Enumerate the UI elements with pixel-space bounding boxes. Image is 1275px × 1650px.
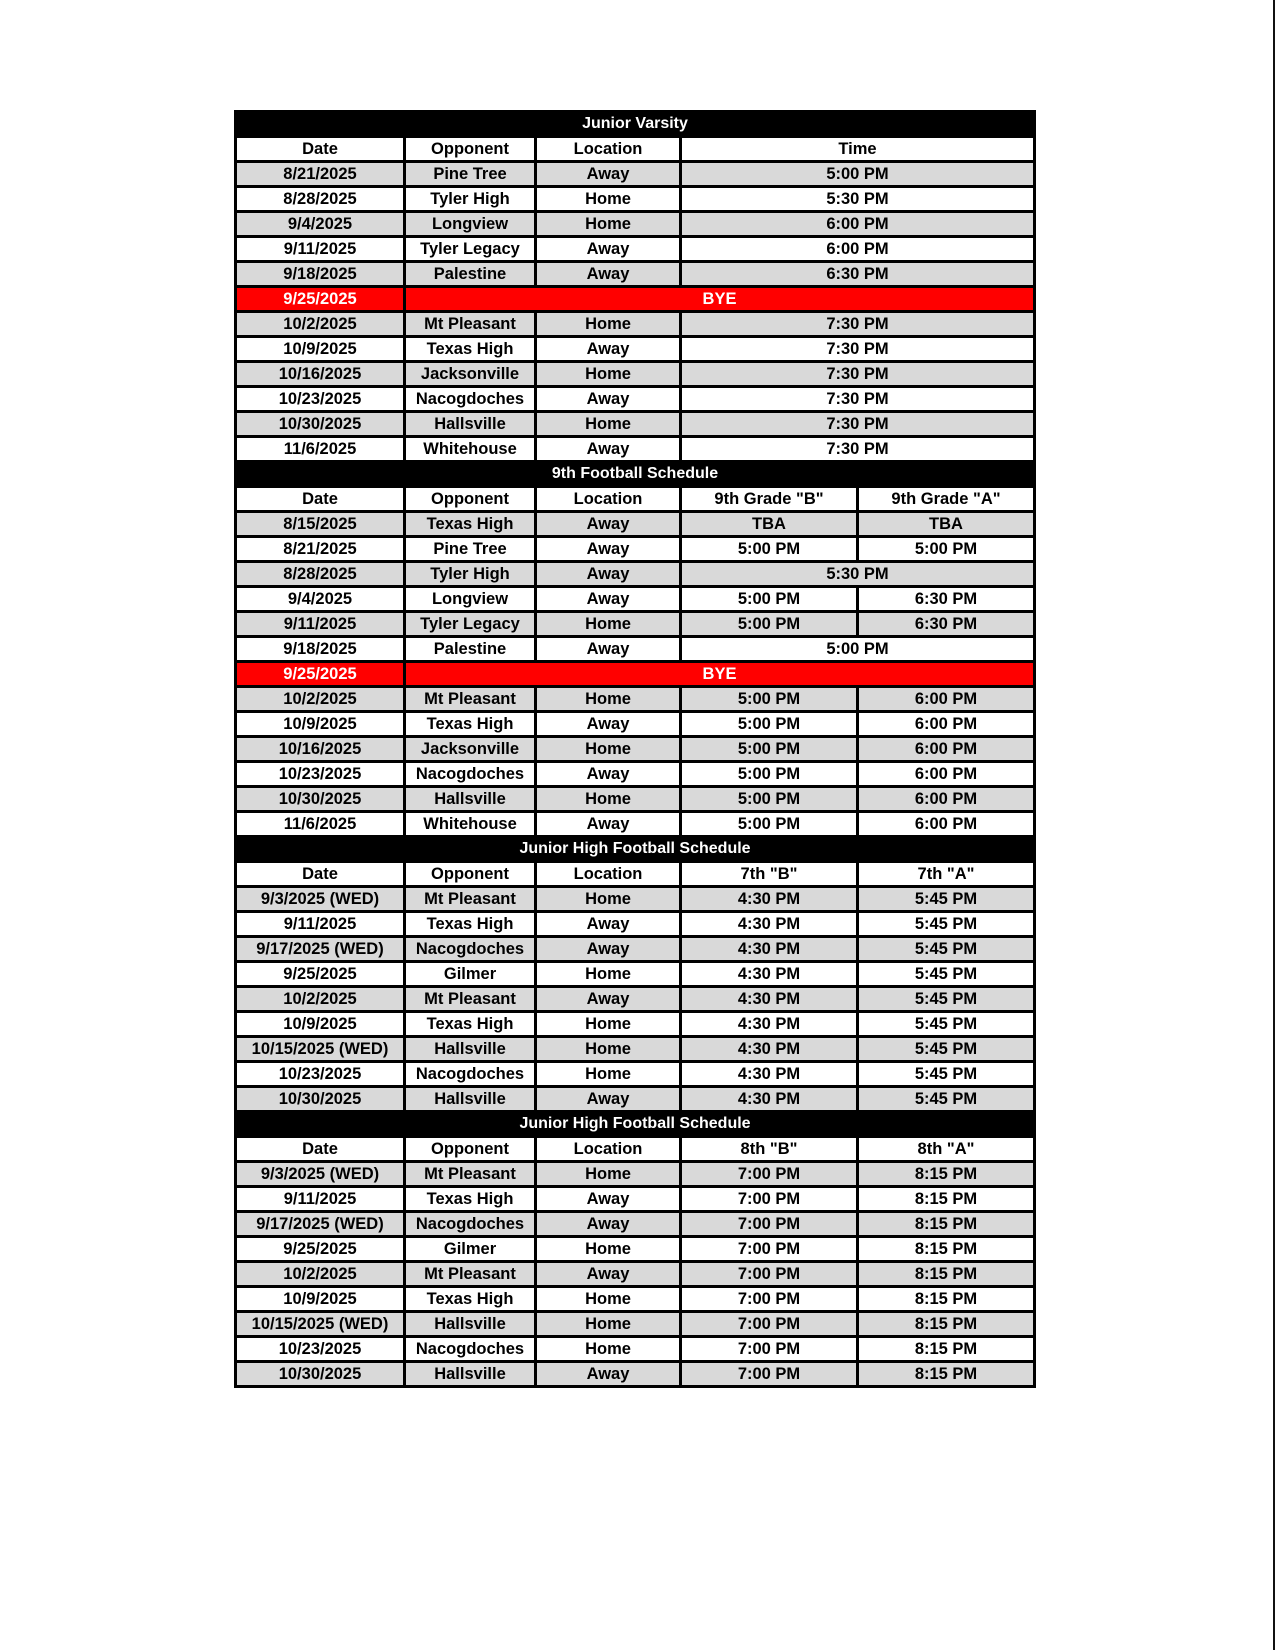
a-team-time: 8:15 PM [858, 1187, 1035, 1212]
a-team-time: 8:15 PM [858, 1337, 1035, 1362]
b-team-time: 5:00 PM [681, 537, 858, 562]
game-date: 10/15/2025 (WED) [236, 1037, 405, 1062]
header-a-team: 8th "A" [858, 1137, 1035, 1162]
header-b-team: 7th "B" [681, 862, 858, 887]
b-team-time: 4:30 PM [681, 937, 858, 962]
opponent: Mt Pleasant [405, 687, 536, 712]
game-date: 9/25/2025 [236, 662, 405, 687]
header-a-team: 9th Grade "A" [858, 487, 1035, 512]
opponent: Texas High [405, 1012, 536, 1037]
a-team-time: 8:15 PM [858, 1312, 1035, 1337]
a-team-time: 5:45 PM [858, 1062, 1035, 1087]
game-date: 9/11/2025 [236, 237, 405, 262]
a-team-time: 5:45 PM [858, 1037, 1035, 1062]
opponent: Mt Pleasant [405, 887, 536, 912]
location: Home [536, 412, 681, 437]
game-date: 10/30/2025 [236, 412, 405, 437]
game-date: 10/23/2025 [236, 762, 405, 787]
game-date: 10/9/2025 [236, 337, 405, 362]
b-team-time: 4:30 PM [681, 1012, 858, 1037]
game-row [236, 687, 1035, 712]
game-date: 11/6/2025 [236, 812, 405, 837]
game-date: 9/25/2025 [236, 962, 405, 987]
b-team-time: 7:00 PM [681, 1162, 858, 1187]
opponent: Mt Pleasant [405, 1162, 536, 1187]
header-b-team: 8th "B" [681, 1137, 858, 1162]
game-row [236, 537, 1035, 562]
game-date: 10/30/2025 [236, 1362, 405, 1387]
location: Home [536, 962, 681, 987]
opponent: Gilmer [405, 962, 536, 987]
game-row [236, 1162, 1035, 1187]
a-team-time: 6:00 PM [858, 762, 1035, 787]
location: Away [536, 1262, 681, 1287]
header-date: Date [236, 1137, 405, 1162]
header-location: Location [536, 1137, 681, 1162]
b-team-time: 5:00 PM [681, 687, 858, 712]
section-title: Junior High Football Schedule [236, 837, 1035, 862]
a-team-time: 8:15 PM [858, 1162, 1035, 1187]
a-team-time: 8:15 PM [858, 1237, 1035, 1262]
game-date: 10/23/2025 [236, 387, 405, 412]
game-row [236, 1187, 1035, 1212]
kickoff-time: 6:00 PM [681, 212, 1035, 237]
opponent: Longview [405, 587, 536, 612]
game-row [236, 1287, 1035, 1312]
opponent: Texas High [405, 912, 536, 937]
b-team-time: 4:30 PM [681, 912, 858, 937]
b-team-time: TBA [681, 512, 858, 537]
a-team-time: 5:45 PM [858, 962, 1035, 987]
header-date: Date [236, 487, 405, 512]
column-header-row [236, 137, 1035, 162]
opponent: Gilmer [405, 1237, 536, 1262]
opponent: Palestine [405, 262, 536, 287]
opponent: Hallsville [405, 1037, 536, 1062]
game-date: 9/25/2025 [236, 287, 405, 312]
game-date: 10/2/2025 [236, 1262, 405, 1287]
location: Home [536, 787, 681, 812]
game-date: 10/15/2025 (WED) [236, 1312, 405, 1337]
location: Away [536, 1212, 681, 1237]
game-row [236, 412, 1035, 437]
game-row [236, 937, 1035, 962]
header-opponent: Opponent [405, 487, 536, 512]
game-date: 10/30/2025 [236, 1087, 405, 1112]
game-row [236, 1212, 1035, 1237]
game-row [236, 712, 1035, 737]
location: Away [536, 937, 681, 962]
bye-label: BYE [405, 662, 1035, 687]
game-row [236, 1037, 1035, 1062]
location: Away [536, 512, 681, 537]
opponent: Tyler Legacy [405, 612, 536, 637]
section-title-row [236, 837, 1035, 862]
game-date: 10/9/2025 [236, 1287, 405, 1312]
opponent: Longview [405, 212, 536, 237]
opponent: Hallsville [405, 1312, 536, 1337]
location: Home [536, 187, 681, 212]
b-team-time: 5:00 PM [681, 762, 858, 787]
a-team-time: 5:45 PM [858, 937, 1035, 962]
b-team-time: 7:00 PM [681, 1237, 858, 1262]
b-team-time: 5:00 PM [681, 812, 858, 837]
b-team-time: 4:30 PM [681, 887, 858, 912]
game-row [236, 1087, 1035, 1112]
opponent: Mt Pleasant [405, 1262, 536, 1287]
column-header-row [236, 862, 1035, 887]
opponent: Texas High [405, 1187, 536, 1212]
opponent: Mt Pleasant [405, 312, 536, 337]
game-row [236, 1012, 1035, 1037]
game-date: 10/9/2025 [236, 712, 405, 737]
bye-label: BYE [405, 287, 1035, 312]
game-date: 10/2/2025 [236, 312, 405, 337]
opponent: Hallsville [405, 787, 536, 812]
opponent: Texas High [405, 1287, 536, 1312]
a-team-time: 6:00 PM [858, 737, 1035, 762]
kickoff-time: 7:30 PM [681, 337, 1035, 362]
opponent: Whitehouse [405, 437, 536, 462]
game-row [236, 587, 1035, 612]
opponent: Pine Tree [405, 162, 536, 187]
opponent: Jacksonville [405, 737, 536, 762]
game-date: 9/17/2025 (WED) [236, 937, 405, 962]
location: Home [536, 362, 681, 387]
game-date: 9/11/2025 [236, 1187, 405, 1212]
location: Away [536, 987, 681, 1012]
kickoff-time: 5:30 PM [681, 562, 1035, 587]
b-team-time: 7:00 PM [681, 1337, 858, 1362]
game-date: 8/21/2025 [236, 537, 405, 562]
game-date: 9/17/2025 (WED) [236, 1212, 405, 1237]
location: Home [536, 1012, 681, 1037]
location: Home [536, 212, 681, 237]
a-team-time: 5:45 PM [858, 887, 1035, 912]
a-team-time: 6:00 PM [858, 687, 1035, 712]
game-date: 10/16/2025 [236, 737, 405, 762]
a-team-time: 8:15 PM [858, 1212, 1035, 1237]
location: Home [536, 1287, 681, 1312]
location: Home [536, 312, 681, 337]
game-date: 8/21/2025 [236, 162, 405, 187]
opponent: Hallsville [405, 1362, 536, 1387]
opponent: Whitehouse [405, 812, 536, 837]
location: Away [536, 1087, 681, 1112]
location: Home [536, 737, 681, 762]
opponent: Pine Tree [405, 537, 536, 562]
game-date: 9/11/2025 [236, 612, 405, 637]
section-title: Junior High Football Schedule [236, 1112, 1035, 1137]
location: Away [536, 1187, 681, 1212]
opponent: Nacogdoches [405, 1212, 536, 1237]
kickoff-time: 5:00 PM [681, 162, 1035, 187]
kickoff-time: 5:00 PM [681, 637, 1035, 662]
a-team-time: 5:45 PM [858, 1087, 1035, 1112]
opponent: Nacogdoches [405, 1062, 536, 1087]
game-date: 9/18/2025 [236, 637, 405, 662]
b-team-time: 5:00 PM [681, 612, 858, 637]
location: Away [536, 262, 681, 287]
location: Away [536, 337, 681, 362]
a-team-time: 8:15 PM [858, 1262, 1035, 1287]
opponent: Nacogdoches [405, 762, 536, 787]
kickoff-time: 6:30 PM [681, 262, 1035, 287]
game-date: 10/2/2025 [236, 987, 405, 1012]
opponent: Mt Pleasant [405, 987, 536, 1012]
a-team-time: 5:45 PM [858, 987, 1035, 1012]
b-team-time: 7:00 PM [681, 1187, 858, 1212]
game-date: 8/28/2025 [236, 562, 405, 587]
game-date: 9/25/2025 [236, 1237, 405, 1262]
game-row [236, 962, 1035, 987]
game-row [236, 1337, 1035, 1362]
location: Home [536, 612, 681, 637]
game-row [236, 887, 1035, 912]
game-date: 8/15/2025 [236, 512, 405, 537]
location: Away [536, 587, 681, 612]
section-title-row [236, 462, 1035, 487]
kickoff-time: 6:00 PM [681, 237, 1035, 262]
opponent: Hallsville [405, 1087, 536, 1112]
location: Home [536, 1312, 681, 1337]
game-row [236, 1237, 1035, 1262]
game-row [236, 812, 1035, 837]
location: Home [536, 1162, 681, 1187]
game-date: 8/28/2025 [236, 187, 405, 212]
b-team-time: 4:30 PM [681, 962, 858, 987]
game-row [236, 337, 1035, 362]
location: Home [536, 887, 681, 912]
location: Away [536, 762, 681, 787]
header-opponent: Opponent [405, 862, 536, 887]
location: Away [536, 387, 681, 412]
b-team-time: 7:00 PM [681, 1212, 858, 1237]
opponent: Tyler High [405, 187, 536, 212]
b-team-time: 4:30 PM [681, 1087, 858, 1112]
game-date: 10/2/2025 [236, 687, 405, 712]
b-team-time: 7:00 PM [681, 1362, 858, 1387]
game-row [236, 212, 1035, 237]
opponent: Palestine [405, 637, 536, 662]
opponent: Texas High [405, 512, 536, 537]
b-team-time: 5:00 PM [681, 737, 858, 762]
game-row [236, 162, 1035, 187]
location: Away [536, 162, 681, 187]
game-row [236, 787, 1035, 812]
a-team-time: 6:30 PM [858, 587, 1035, 612]
game-date: 10/9/2025 [236, 1012, 405, 1037]
header-date: Date [236, 137, 405, 162]
game-row [236, 387, 1035, 412]
a-team-time: 6:00 PM [858, 812, 1035, 837]
schedule-table [234, 110, 1036, 1388]
game-date: 11/6/2025 [236, 437, 405, 462]
header-location: Location [536, 862, 681, 887]
game-row [236, 1262, 1035, 1287]
b-team-time: 4:30 PM [681, 987, 858, 1012]
a-team-time: 6:30 PM [858, 612, 1035, 637]
opponent: Texas High [405, 337, 536, 362]
b-team-time: 5:00 PM [681, 712, 858, 737]
game-date: 10/23/2025 [236, 1062, 405, 1087]
location: Away [536, 437, 681, 462]
bye-week-row [236, 287, 1035, 312]
b-team-time: 7:00 PM [681, 1312, 858, 1337]
kickoff-time: 7:30 PM [681, 437, 1035, 462]
a-team-time: 5:45 PM [858, 912, 1035, 937]
column-header-row [236, 487, 1035, 512]
section-title-row [236, 112, 1035, 137]
game-date: 10/30/2025 [236, 787, 405, 812]
b-team-time: 4:30 PM [681, 1062, 858, 1087]
b-team-time: 7:00 PM [681, 1287, 858, 1312]
opponent: Tyler Legacy [405, 237, 536, 262]
opponent: Texas High [405, 712, 536, 737]
game-date: 9/3/2025 (WED) [236, 887, 405, 912]
a-team-time: 5:45 PM [858, 1012, 1035, 1037]
game-row [236, 1312, 1035, 1337]
opponent: Nacogdoches [405, 1337, 536, 1362]
kickoff-time: 7:30 PM [681, 362, 1035, 387]
location: Away [536, 812, 681, 837]
kickoff-time: 7:30 PM [681, 387, 1035, 412]
opponent: Tyler High [405, 562, 536, 587]
game-date: 9/18/2025 [236, 262, 405, 287]
opponent: Nacogdoches [405, 937, 536, 962]
game-row [236, 987, 1035, 1012]
kickoff-time: 7:30 PM [681, 312, 1035, 337]
game-row [236, 237, 1035, 262]
opponent: Hallsville [405, 412, 536, 437]
header-b-team: 9th Grade "B" [681, 487, 858, 512]
game-date: 10/23/2025 [236, 1337, 405, 1362]
location: Home [536, 1337, 681, 1362]
header-location: Location [536, 487, 681, 512]
location: Away [536, 712, 681, 737]
location: Away [536, 237, 681, 262]
game-row [236, 612, 1035, 637]
game-row [236, 1062, 1035, 1087]
location: Away [536, 537, 681, 562]
header-time: Time [681, 137, 1035, 162]
location: Home [536, 1037, 681, 1062]
a-team-time: 6:00 PM [858, 712, 1035, 737]
header-date: Date [236, 862, 405, 887]
location: Away [536, 637, 681, 662]
game-row [236, 637, 1035, 662]
game-date: 9/4/2025 [236, 587, 405, 612]
kickoff-time: 5:30 PM [681, 187, 1035, 212]
game-row [236, 187, 1035, 212]
game-row [236, 562, 1035, 587]
header-location: Location [536, 137, 681, 162]
opponent: Nacogdoches [405, 387, 536, 412]
location: Away [536, 562, 681, 587]
game-row [236, 362, 1035, 387]
game-row [236, 912, 1035, 937]
game-row [236, 737, 1035, 762]
game-date: 9/4/2025 [236, 212, 405, 237]
header-opponent: Opponent [405, 1137, 536, 1162]
location: Home [536, 687, 681, 712]
column-header-row [236, 1137, 1035, 1162]
kickoff-time: 7:30 PM [681, 412, 1035, 437]
location: Home [536, 1062, 681, 1087]
game-date: 10/16/2025 [236, 362, 405, 387]
b-team-time: 5:00 PM [681, 787, 858, 812]
section-title-row [236, 1112, 1035, 1137]
section-title: 9th Football Schedule [236, 462, 1035, 487]
location: Away [536, 1362, 681, 1387]
b-team-time: 4:30 PM [681, 1037, 858, 1062]
b-team-time: 5:00 PM [681, 587, 858, 612]
game-date: 9/11/2025 [236, 912, 405, 937]
game-date: 9/3/2025 (WED) [236, 1162, 405, 1187]
a-team-time: 5:00 PM [858, 537, 1035, 562]
section-title: Junior Varsity [236, 112, 1035, 137]
bye-week-row [236, 662, 1035, 687]
game-row [236, 1362, 1035, 1387]
a-team-time: TBA [858, 512, 1035, 537]
game-row [236, 762, 1035, 787]
schedule-body [236, 112, 1035, 1387]
b-team-time: 7:00 PM [681, 1262, 858, 1287]
a-team-time: 8:15 PM [858, 1287, 1035, 1312]
location: Home [536, 1237, 681, 1262]
a-team-time: 6:00 PM [858, 787, 1035, 812]
game-row [236, 512, 1035, 537]
game-row [236, 312, 1035, 337]
game-row [236, 437, 1035, 462]
header-a-team: 7th "A" [858, 862, 1035, 887]
opponent: Jacksonville [405, 362, 536, 387]
header-opponent: Opponent [405, 137, 536, 162]
game-row [236, 262, 1035, 287]
location: Away [536, 912, 681, 937]
a-team-time: 8:15 PM [858, 1362, 1035, 1387]
